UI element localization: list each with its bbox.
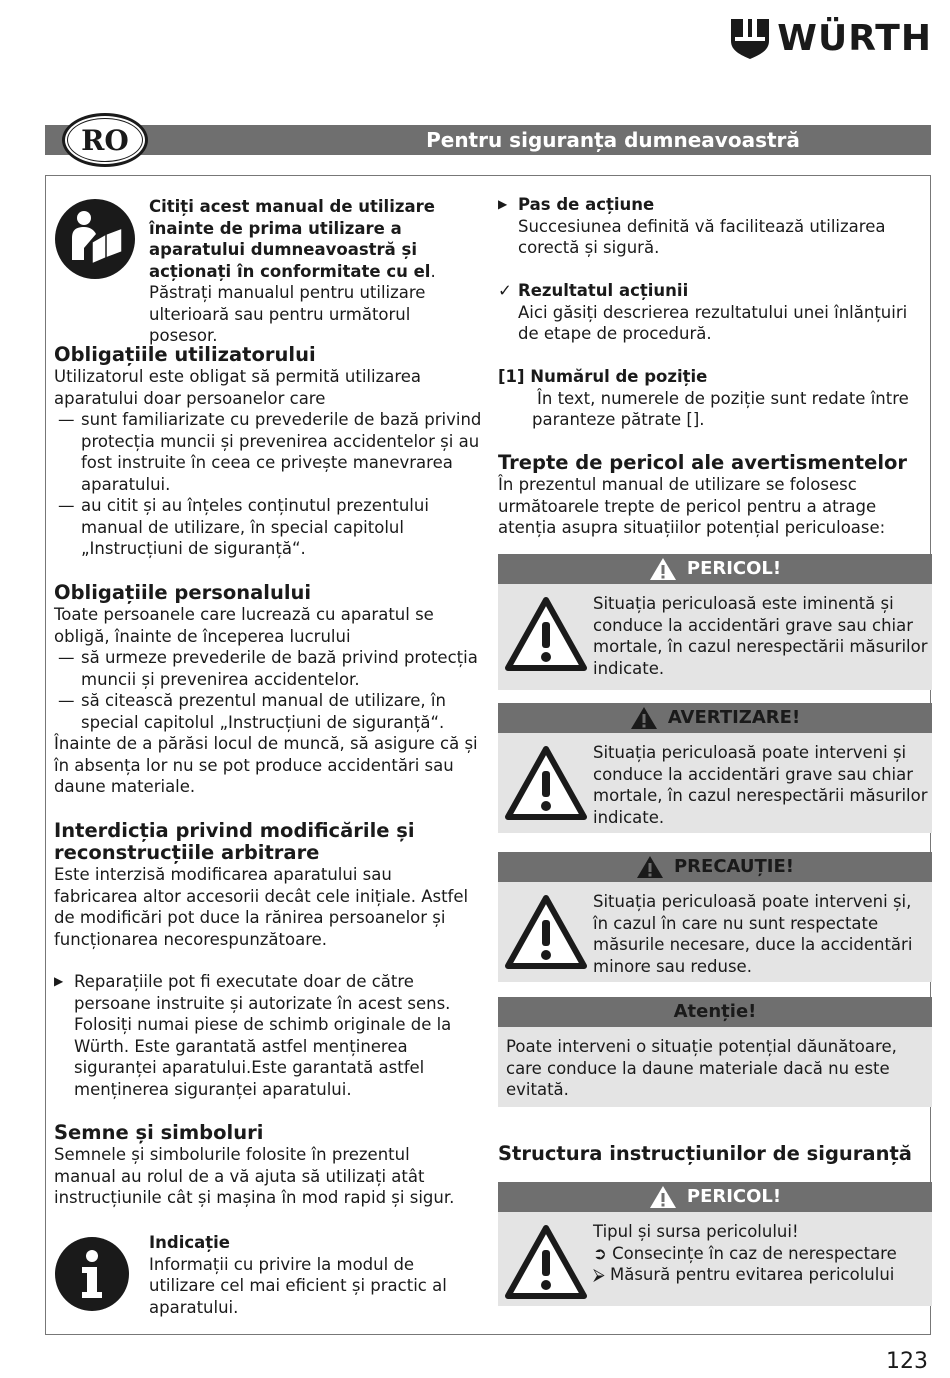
structure-section [498, 1143, 932, 1165]
staff-obligations-section [54, 582, 482, 798]
read-manual-icon [54, 198, 136, 280]
example-line-consequence: Consecințe în caz de nerespectare [612, 1243, 897, 1263]
action-result-block [498, 280, 924, 345]
user-obligations-title: Obligațiile utilizatorului [54, 343, 316, 366]
action-arrow-icon: ▶ [498, 197, 508, 211]
wurth-logo-icon [731, 19, 769, 59]
modification-ban-section [54, 820, 474, 1100]
user-obligations-section [54, 344, 482, 560]
warning-triangle-icon [504, 894, 588, 970]
structure-title: Structura instrucțiunilor de siguranță [498, 1142, 912, 1165]
warning-label: AVERTIZARE! [667, 707, 801, 728]
read-manual-notice [149, 196, 484, 347]
wurth-logo [731, 18, 932, 59]
staff-obligations-list [54, 647, 482, 733]
warning-triangle-icon [504, 596, 588, 672]
staff-obligations-intro: Toate persoanele care lucrează cu aparatul se obligă, înainte de începerea lucrului [54, 605, 434, 646]
read-manual-period: . [430, 261, 436, 281]
attention-text: Poate interveni o situație potențial dăunătoare, care conduce la daune materiale dacă nu este evitată. [506, 1037, 897, 1099]
warning-header [498, 703, 932, 733]
example-danger-text [593, 1221, 928, 1286]
language-badge [62, 113, 148, 167]
language-code: RO [81, 123, 129, 157]
example-danger-header [498, 1182, 932, 1212]
staff-obligations-title: Obligațiile personalului [54, 581, 312, 604]
list-item: — să urmeze prevederile de bază privind protecția muncii și prevenirea accidentelor. [54, 647, 482, 690]
danger-text: Situația periculoasă este iminentă și conduce la accidentări grave sau chiar mortale, în cazul nerespectării măsurilor indicate. [593, 594, 928, 678]
repair-note-text: Reparațiile pot fi executate doar de către persoane instruite și autorizate în acest sens. Folosiți numai piese de schimb originale de la Würth. Este garantată astfel menținerea siguranței aparatului.Este garantată astfel menținerea siguranței aparatului. [74, 972, 452, 1099]
warning-triangle-icon [504, 1224, 588, 1300]
repair-note [54, 971, 474, 1100]
logo-text: WÜRTH [777, 18, 932, 59]
caution-header [498, 852, 932, 882]
warning-box [498, 703, 932, 833]
caution-box [498, 852, 932, 982]
caution-text: Situația periculoasă poate interveni și, în cazul în care nu sunt respectate măsurile necesare, duce la accidentări minore sau reduse. [593, 892, 913, 976]
danger-label: PERICOL! [686, 558, 782, 579]
page-number: 123 [886, 1349, 928, 1374]
attention-box [498, 997, 932, 1107]
warning-triangle-icon [636, 855, 664, 879]
consequence-arrow-icon: ➲ [593, 1243, 607, 1263]
caution-label: PRECAUȚIE! [673, 856, 795, 877]
user-obligations-intro: Utilizatorul este obligat să permită utilizarea aparatului doar persoanelor care [54, 367, 422, 408]
position-number-text: În text, numerele de poziție sunt redate între paranteze pătrate []. [532, 388, 909, 429]
modification-ban-text: Este interzisă modificarea aparatului sau fabricarea altor accesorii decât cele inițiale. Astfel de modificări pot duce la rănirea persoanelor și funcționarea necorespunzătoare. [54, 865, 469, 949]
signs-symbols-text: Semnele și simbolurile folosite în prezentul manual au rolul de a vă ajuta să utilizați atât instrucțiunile cât și mașina în mod rapid și sigur. [54, 1145, 455, 1207]
action-result-title: Rezultatul acțiunii [518, 281, 689, 300]
modification-ban-title: Interdicția privind modificările și reconstrucțiile arbitrare [54, 819, 415, 864]
attention-label: Atenție! [498, 997, 932, 1027]
note-title: Indicație [149, 1233, 231, 1252]
example-danger-box [498, 1182, 932, 1306]
danger-header [498, 554, 932, 584]
example-line-measure: Măsură pentru evitarea pericolului [609, 1265, 895, 1284]
read-manual-rest: Păstrați manualul pentru utilizare ulterioară sau pentru următorul posesor. [149, 283, 426, 345]
checkmark-icon: ✓ [498, 281, 512, 300]
danger-box [498, 554, 932, 690]
example-line-hazard: Tipul și sursa pericolului! [593, 1222, 799, 1241]
danger-levels-section [498, 452, 924, 539]
list-item: — sunt familiarizate cu prevederile de bază privind protecția muncii și prevenirea accidentelor și au fost instruite în ceea ce privește manevrarea aparatului. [54, 409, 482, 495]
example-danger-label: PERICOL! [686, 1186, 782, 1207]
danger-levels-title: Trepte de pericol ale avertismentelor [498, 451, 908, 474]
warning-triangle-icon [630, 706, 658, 730]
info-icon [54, 1236, 130, 1312]
arrow-bullet-icon: ▶ [54, 974, 64, 988]
position-number-title: [1] Numărul de poziție [498, 367, 708, 386]
measure-arrow-icon: ⮚ [593, 1265, 605, 1284]
action-result-text: Aici găsiți descrierea rezultatului unei înlănțuiri de etape de procedură. [518, 302, 908, 343]
note-text: Informații cu privire la modul de utilizare cel mai eficient și practic al aparatului. [149, 1254, 447, 1317]
section-header [45, 125, 931, 155]
position-number-block [498, 366, 924, 431]
content-frame [45, 175, 931, 1335]
action-step-title: Pas de acțiune [518, 195, 655, 214]
warning-triangle-icon [649, 557, 677, 581]
signs-symbols-title: Semne și simboluri [54, 1121, 264, 1144]
danger-levels-text: În prezentul manual de utilizare se folosesc următoarele trepte de pericol pentru a atrage atenția asupra situațiilor potențial periculoase: [498, 475, 886, 537]
list-item: — să citească prezentul manual de utilizare, în special capitolul „Instrucțiuni de siguranță“. [54, 690, 482, 733]
signs-symbols-section [54, 1122, 474, 1209]
action-step-block [498, 194, 924, 259]
user-obligations-list [54, 409, 482, 560]
warning-triangle-icon [504, 745, 588, 821]
warning-triangle-icon [649, 1185, 677, 1209]
read-manual-bold: Citiți acest manual de utilizare înainte de prima utilizare a aparatului dumneavoastră și acționați în conformitate cu el [149, 197, 435, 281]
page-title: Pentru siguranța dumneavoastră [426, 128, 800, 152]
action-step-text: Succesiunea definită vă facilitează utilizarea corectă și sigură. [518, 216, 886, 257]
list-item: — au citit și au înțeles conținutul prezentului manual de utilizare, în special capitolul „Instrucțiuni de siguranță“. [54, 495, 482, 560]
warning-text: Situația periculoasă poate interveni și conduce la accidentări grave sau chiar mortale, în cazul nerespectării măsurilor indicate. [593, 743, 928, 827]
note-block [149, 1232, 484, 1318]
staff-obligations-outro: Înainte de a părăsi locul de muncă, să asigure că și în absența lor nu se pot produce accidentări sau daune materiale. [54, 734, 478, 796]
